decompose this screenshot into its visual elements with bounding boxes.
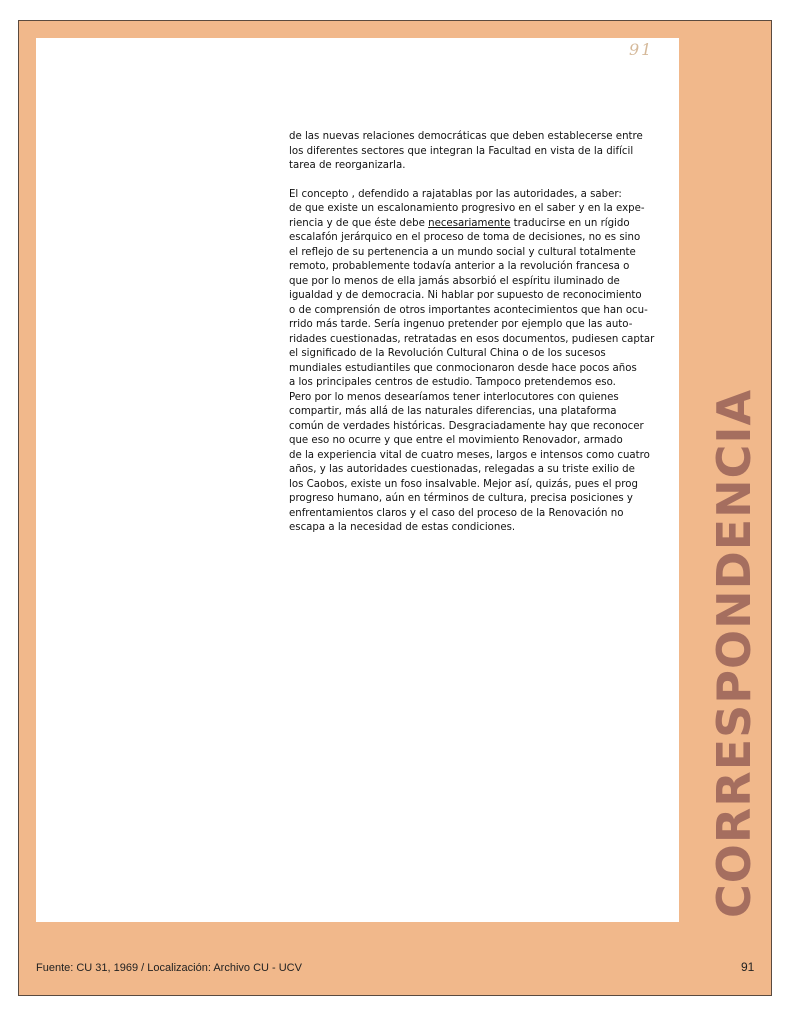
text-line: de que existe un escalonamiento progresivo en el saber y en la expe- — [289, 203, 645, 214]
text-line: tarea de reorganizarla. — [289, 160, 406, 171]
section-title-vertical: CORRESPONDENCIA — [707, 388, 761, 918]
text-line: que eso no ocurre y que entre el movimiento Renovador, armado — [289, 435, 623, 446]
text-line: enfrentamientos claros y el caso del proceso de la Renovación no — [289, 507, 624, 519]
text-line: mundiales estudiantiles que conmocionaron desde hace pocos años — [289, 362, 637, 374]
text-line: a los principales centros de estudio. Tampoco pretendemos eso. — [289, 377, 616, 388]
text-line: los diferentes sectores que integran la Facultad en vista de la difícil — [289, 145, 634, 157]
text-line: Pero por lo menos desearíamos tener interlocutores con quienes — [289, 391, 619, 403]
page-number: 91 — [741, 960, 755, 974]
paragraph-1 — [289, 130, 677, 174]
text-line: de las nuevas relaciones democráticas que deben establecerse entre — [289, 131, 643, 142]
text-line: de la experiencia vital de cuatro meses, largos e intensos como cuatro — [289, 449, 650, 461]
text-line-with-underline — [289, 217, 677, 232]
text-line: escalafón jerárquico en el proceso de toma de decisiones, no es sino — [289, 232, 641, 243]
text-line: el reflejo de su pertenencia a un mundo social y cultural totalmente — [289, 246, 636, 258]
text-line: ridades cuestionadas, retratadas en esos documentos, pudiesen captar — [289, 333, 655, 345]
handwritten-page-mark: 91 — [629, 40, 654, 59]
text-line: los Caobos, existe un foso insalvable. Mejor así, quizás, pues el prog — [289, 478, 638, 490]
text-line: común de verdades históricas. Desgraciadamente hay que reconocer — [289, 420, 644, 432]
letter-body — [289, 130, 677, 550]
text-segment: traducirse en un rígido — [510, 217, 630, 229]
text-line: o de comprensión de otros importantes acontecimientos que han ocu- — [289, 304, 648, 316]
text-line: progreso humano, aún en términos de cultura, precisa posiciones y — [289, 493, 633, 504]
paragraph-2 — [289, 188, 677, 536]
text-line: rrido más tarde. Sería ingenuo pretender por ejemplo que las auto- — [289, 319, 633, 330]
source-citation: Fuente: CU 31, 1969 / Localización: Archivo CU - UCV — [36, 962, 302, 974]
text-line: El concepto , defendido a rajatablas por las autoridades, a saber: — [289, 188, 622, 200]
text-line: compartir, más allá de las naturales diferencias, una plataforma — [289, 406, 617, 417]
text-line: escapa a la necesidad de estas condiciones. — [289, 522, 516, 533]
text-line: que por lo menos de ella jamás absorbió el espíritu iluminado de — [289, 275, 620, 287]
text-line: años, y las autoridades cuestionadas, relegadas a su triste exilio de — [289, 464, 635, 475]
text-line: remoto, probablemente todavía anterior a la revolución francesa o — [289, 261, 630, 272]
underlined-word: necesariamente — [428, 217, 511, 229]
text-line: el significado de la Revolución Cultural China o de los sucesos — [289, 348, 606, 359]
text-segment: riencia y de que éste debe — [289, 217, 429, 229]
text-line: igualdad y de democracia. Ni hablar por supuesto de reconocimiento — [289, 290, 642, 301]
